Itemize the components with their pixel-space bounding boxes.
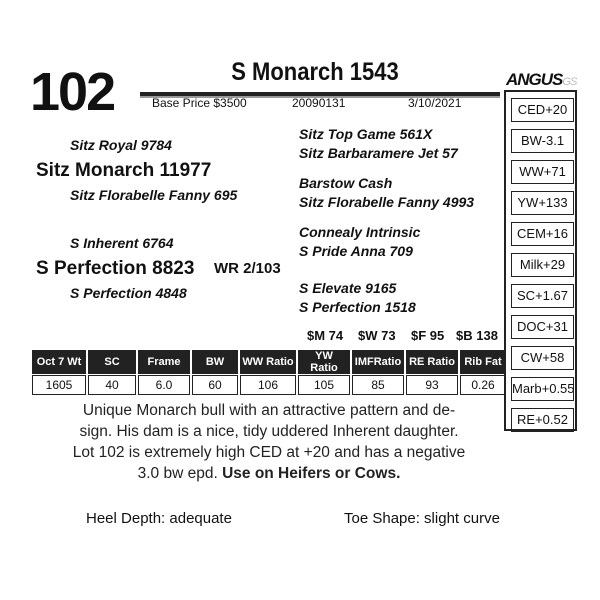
epd-marb: Marb+0.55 bbox=[511, 377, 574, 401]
dam-weaning-ratio: WR 2/103 bbox=[214, 260, 281, 277]
table-cell: 0.26 bbox=[460, 375, 506, 395]
description-line: Lot 102 is extremely high CED at +20 and has a negative bbox=[72, 444, 466, 461]
column-header: Oct 7 Wt bbox=[32, 350, 86, 374]
epd-cem: CEM+16 bbox=[511, 222, 574, 246]
pedigree-sdss: Barstow Cash bbox=[299, 175, 393, 191]
column-header: RE Ratio bbox=[406, 350, 458, 374]
pedigree-ddsd: S Perfection 1518 bbox=[299, 299, 416, 315]
table-cell: 106 bbox=[240, 375, 296, 395]
column-header: WW Ratio bbox=[240, 350, 296, 374]
lot-number: 102 bbox=[30, 62, 115, 122]
table-header-row bbox=[32, 350, 506, 374]
table-cell: 85 bbox=[352, 375, 404, 395]
table-cell: 93 bbox=[406, 375, 458, 395]
epd-ww: WW+71 bbox=[511, 160, 574, 184]
pedigree-sssd: Sitz Barbaramere Jet 57 bbox=[299, 145, 458, 161]
epd-bw: BW-3.1 bbox=[511, 129, 574, 153]
pedigree-dssd: S Pride Anna 709 bbox=[299, 243, 413, 259]
epd-panel bbox=[504, 90, 577, 431]
angus-logo-text: ANGUS bbox=[506, 70, 563, 89]
epd-doc: DOC+31 bbox=[511, 315, 574, 339]
table-cell: 1605 bbox=[32, 375, 86, 395]
description-line: sign. His dam is a nice, tidy uddered Inherent daughter. bbox=[79, 423, 459, 440]
pedigree-dsss: Connealy Intrinsic bbox=[299, 224, 421, 240]
table-cell: 6.0 bbox=[138, 375, 190, 395]
epd-re: RE+0.52 bbox=[511, 408, 574, 432]
pedigree-dam-dam: S Perfection 4848 bbox=[70, 285, 187, 301]
table-row bbox=[32, 375, 506, 395]
epd-sc: SC+1.67 bbox=[511, 284, 574, 308]
heel-depth: Heel Depth: adequate bbox=[86, 510, 232, 527]
pedigree-sdsd: Sitz Florabelle Fanny 4993 bbox=[299, 194, 475, 210]
column-header: BW bbox=[192, 350, 238, 374]
epd-yw: YW+133 bbox=[511, 191, 574, 215]
lot-description bbox=[36, 400, 502, 484]
pedigree-dam: S Perfection 8823 bbox=[36, 258, 195, 279]
index-feedlot: $F 95 bbox=[411, 328, 445, 343]
index-beef: $B 138 bbox=[456, 328, 498, 343]
table-cell: 60 bbox=[192, 375, 238, 395]
column-header: IMFRatio bbox=[352, 350, 404, 374]
table-cell: 105 bbox=[298, 375, 350, 395]
table-cell: 40 bbox=[88, 375, 136, 395]
performance-table bbox=[30, 349, 508, 396]
pedigree-dam-sire: S Inherent 6764 bbox=[70, 235, 174, 251]
epd-milk: Milk+29 bbox=[511, 253, 574, 277]
registration-number: 20090131 bbox=[292, 96, 346, 110]
description-line-last bbox=[36, 463, 502, 484]
birth-date: 3/10/2021 bbox=[408, 96, 462, 110]
column-header: YW Ratio bbox=[298, 350, 350, 374]
index-weaned: $W 73 bbox=[358, 328, 396, 343]
toe-shape: Toe Shape: slight curve bbox=[344, 510, 500, 527]
description-line: 3.0 bw epd. bbox=[137, 465, 218, 482]
pedigree-ddss: S Elevate 9165 bbox=[299, 280, 397, 296]
pedigree-sire-dam: Sitz Florabelle Fanny 695 bbox=[70, 187, 238, 203]
pedigree-sire: Sitz Monarch 11977 bbox=[36, 160, 212, 181]
bull-name: S Monarch 1543 bbox=[231, 58, 399, 86]
angus-logo bbox=[506, 70, 578, 90]
epd-ced: CED+20 bbox=[511, 98, 574, 122]
description-emphasis: Use on Heifers or Cows. bbox=[222, 465, 401, 482]
epd-cw: CW+58 bbox=[511, 346, 574, 370]
column-header: SC bbox=[88, 350, 136, 374]
base-price: Base Price $3500 bbox=[152, 96, 247, 110]
pedigree-sire-sire: Sitz Royal 9784 bbox=[70, 137, 172, 153]
angus-logo-suffix: GS bbox=[562, 76, 577, 88]
description-line: Unique Monarch bull with an attractive pattern and de- bbox=[82, 402, 456, 419]
index-maternal: $M 74 bbox=[307, 328, 344, 343]
column-header: Frame bbox=[138, 350, 190, 374]
column-header: Rib Fat bbox=[460, 350, 506, 374]
pedigree-ssss: Sitz Top Game 561X bbox=[299, 126, 433, 142]
